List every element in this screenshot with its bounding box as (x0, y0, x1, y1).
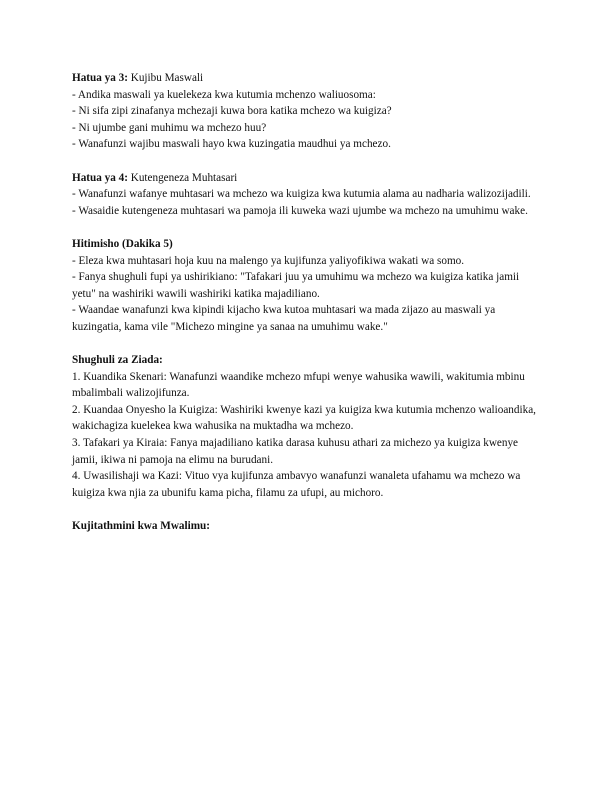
section-hitimisho (72, 236, 540, 336)
list-item: 4. Uwasilishaji wa Kazi: Vituo vya kujifunza ambavyo wanafunzi wanaleta ufahamu wa mchezo wa kuigiza kwa njia za ubunifu kama picha, filamu za ufupi, au michoro. (72, 470, 521, 499)
section-heading: Kujitathmini kwa Mwalimu: (72, 520, 210, 533)
text-line: - Waandae wanafunzi kwa kipindi kijacho kwa kutoa muhtasari wa mada zijazo au maswali ya kuzingatia, kama vile "Michezo mingine ya sanaa na umuhimu wake." (72, 304, 496, 333)
section-heading-line (72, 70, 540, 87)
section-heading: Hatua ya 3: (72, 72, 128, 84)
text-line: - Eleza kwa muhtasari hoja kuu na malengo ya kujifunza yaliyofikiwa wakati wa somo. (72, 254, 465, 267)
section-title: Kujibu Maswali (127, 72, 204, 84)
list-item: 1. Kuandika Skenari: Wanafunzi waandike mchezo mfupi wenye wahusika wawili, wakitumia mbinu mbalimbali walizojifunza. (72, 370, 525, 400)
section-title: Kutengeneza Muhtasari (127, 171, 238, 184)
section-heading: Hitimisho (Dakika 5) (72, 237, 173, 250)
section-hatua-3 (72, 70, 540, 153)
text-line: - Ni ujumbe gani muhimu wa mchezo huu? (72, 121, 267, 134)
list-item: 3. Tafakari ya Kiraia: Fanya majadiliano katika darasa kuhusu athari za michezo ya kuigiza kwenye jamii, ikiwa ni pamoja na elimu na burudani. (72, 437, 519, 466)
text-line: - Ni sifa zipi zinafanya mchezaji kuwa bora katika mchezo wa kuigiza? (72, 105, 392, 118)
text-line: - Andika maswali ya kuelekeza kwa kutumia mchenzo waliuosoma: (72, 88, 376, 101)
text-line: - Wasaidie kutengeneza muhtasari wa pamoja ili kuweka wazi ujumbe wa mchezo na umuhimu wake. (72, 204, 528, 217)
section-shughuli-za-ziada (72, 352, 540, 501)
section-heading-line (72, 170, 540, 187)
section-heading: Hatua ya 4: (72, 171, 128, 184)
text-line: - Wanafunzi wafanye muhtasari wa mchezo wa kuigiza kwa kutumia alama au nadharia walizozijadili. (72, 188, 531, 201)
section-kujitathmini (72, 518, 540, 535)
text-line: - Fanya shughuli fupi ya ushirikiano: "Tafakari juu ya umuhimu wa mchezo wa kuigiza katika jamii yetu" na washiriki wawili washiriki katika majadiliano. (72, 271, 520, 300)
section-hatua-4 (72, 170, 540, 220)
section-heading: Shughuli za Ziada: (72, 354, 163, 367)
document-body (72, 70, 540, 551)
text-line: - Wanafunzi wajibu maswali hayo kwa kuzingatia maudhui ya mchezo. (72, 138, 391, 151)
list-item: 2. Kuandaa Onyesho la Kuigiza: Washiriki kwenye kazi ya kuigiza kwa kutumia mchenzo walioandika, wakichagiza kuelekea kwa wahusika na muktadha wa mchezo. (72, 403, 536, 433)
